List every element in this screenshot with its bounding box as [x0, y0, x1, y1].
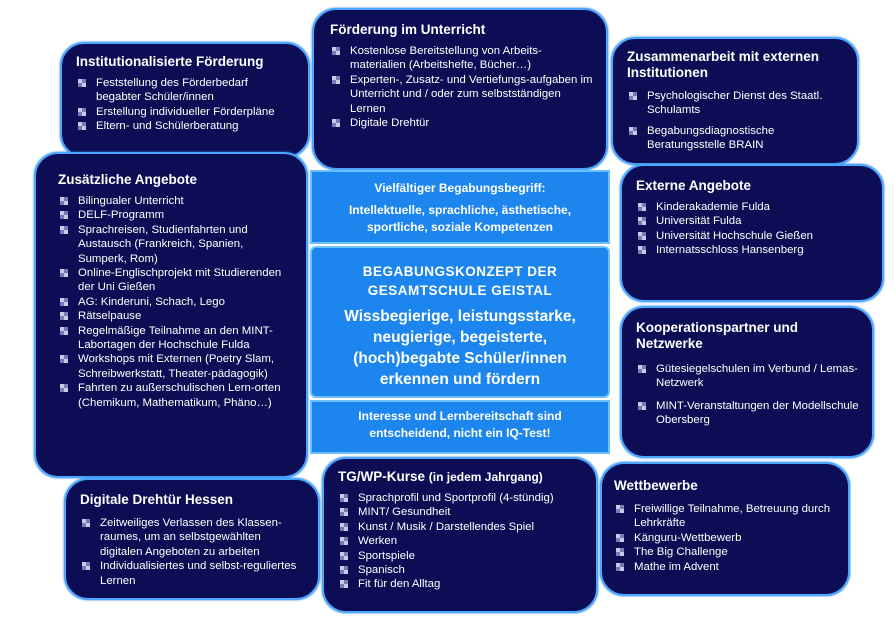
list-item: Gütesiegelschulen im Verbund / Lemas-Netzwerk [636, 362, 860, 391]
bullet-icon [638, 246, 646, 254]
bullet-icon [340, 494, 348, 502]
bullet-icon [332, 119, 340, 127]
list-item: Workshops mit Externen (Poetry Slam, Schreibwerkstatt, Theater-pädagogik) [58, 352, 294, 381]
list-item: Individualisiertes und selbst-reguliertes Lernen [80, 559, 306, 588]
bullet-icon [78, 79, 86, 87]
bullet-icon [638, 365, 646, 373]
box-title: Zusätzliche Angebote [58, 172, 198, 187]
list-item: MINT-Veranstaltungen der Modellschule Obersberg [636, 399, 860, 428]
begabungsbegriff-text: Intellektuelle, sprachliche, ästhetische, sportliche, soziale Kompetenzen [348, 203, 572, 234]
list-item: Känguru-Wettbewerb [614, 531, 836, 545]
bullet-icon [340, 508, 348, 516]
bullet-icon [82, 519, 90, 527]
bullet-icon [332, 76, 340, 84]
bullet-icon [78, 108, 86, 116]
box-title: Externe Angebote [636, 178, 752, 193]
bullet-icon [332, 47, 340, 55]
bullet-icon [60, 197, 68, 205]
list-item: Internatsschloss Hansenberg [636, 243, 870, 257]
bullet-icon [638, 203, 646, 211]
box-digitale-drehtuer-hessen [64, 478, 320, 600]
list-item: Online-Englischprojekt mit Studierenden der Uni Gießen [58, 266, 294, 295]
box-title: Förderung im Unterricht [330, 22, 486, 37]
list-item: Erstellung individueller Förderpläne [76, 105, 296, 119]
box-kooperationspartner [620, 306, 874, 458]
center-begabungsbegriff [310, 170, 610, 244]
box-zusaetzliche-angebote [34, 152, 308, 478]
bullet-icon [60, 355, 68, 363]
box-title: Zusammenarbeit mit externen Institutionen [627, 49, 820, 80]
interesse-text: Interesse und Lernbereitschaft sind entscheidend, nicht ein IQ-Test! [358, 409, 562, 440]
list-item: Mathe im Advent [614, 560, 836, 574]
konzept-body: Wissbegierige, leistungsstarke, neugierige, begeisterte, (hoch)begabte Schüler/innen erkennen und fördern [344, 308, 576, 388]
bullet-icon [340, 537, 348, 545]
list-item: MINT/ Gesundheit [338, 505, 586, 519]
bullet-icon [82, 562, 90, 570]
list-item: Digitale Drehtür [330, 116, 594, 130]
center-begabungskonzept [310, 246, 610, 398]
list-item: The Big Challenge [614, 545, 836, 559]
bullet-icon [60, 312, 68, 320]
list-item: AG: Kinderuni, Schach, Lego [58, 295, 294, 309]
bullet-icon [60, 226, 68, 234]
box-zusammenarbeit-externe-institutionen [611, 37, 859, 165]
list-item: Experten-, Zusatz- und Vertiefungs-aufgaben im Unterricht und / oder zum selbstständigen Lernen [330, 73, 594, 116]
box-title: Digitale Drehtür Hessen [80, 492, 234, 507]
list-item: Spanisch [338, 563, 586, 577]
list-item: Zeitweiliges Verlassen des Klassen-raumes, um an selbstgewählten digitalen Angeboten zu arbeiten [80, 516, 306, 559]
bullet-icon [60, 298, 68, 306]
box-title: Kooperationspartner und Netzwerke [636, 320, 799, 351]
bullet-icon [60, 384, 68, 392]
list-item: Freiwillige Teilnahme, Betreuung durch Lehrkräfte [614, 502, 836, 531]
list-item: Begabungsdiagnostische Beratungsstelle BRAIN [627, 124, 843, 153]
bullet-icon [638, 232, 646, 240]
list-item: Eltern- und Schülerberatung [76, 119, 296, 133]
bullet-icon [340, 580, 348, 588]
list-item: Universität Fulda [636, 214, 870, 228]
bullet-icon [60, 327, 68, 335]
center-interesse [310, 400, 610, 454]
bullet-icon [638, 217, 646, 225]
begabungsbegriff-heading: Vielfältiger Begabungsbegriff: [374, 181, 546, 195]
box-tg-wp-kurse [322, 457, 598, 613]
bullet-icon [629, 127, 637, 135]
bullet-icon [60, 269, 68, 277]
bullet-icon [616, 548, 624, 556]
list-item: Universität Hochschule Gießen [636, 229, 870, 243]
list-item: Rätselpause [58, 309, 294, 323]
box-title: TG/WP-Kurse (in jedem Jahrgang) [338, 469, 543, 484]
list-item: Regelmäßige Teilnahme an den MINT-Labortagen der Hochschule Fulda [58, 324, 294, 353]
bullet-icon [616, 505, 624, 513]
bullet-icon [340, 523, 348, 531]
list-item: Kinderakademie Fulda [636, 200, 870, 214]
list-item: Psychologischer Dienst des Staatl. Schulamts [627, 89, 843, 118]
list-item: Kostenlose Bereitstellung von Arbeits-materialien (Arbeitshefte, Bücher…) [330, 44, 594, 73]
bullet-icon [340, 552, 348, 560]
bullet-icon [340, 566, 348, 574]
bullet-icon [60, 211, 68, 219]
list-item: Fit für den Alltag [338, 577, 586, 591]
list-item: Werken [338, 534, 586, 548]
box-wettbewerbe [600, 462, 850, 596]
box-foerderung-im-unterricht [312, 8, 608, 170]
list-item: Sprachreisen, Studienfahrten und Austausch (Frankreich, Spanien, Sumperk, Rom) [58, 223, 294, 266]
list-item: Sportspiele [338, 549, 586, 563]
list-item: Kunst / Musik / Darstellendes Spiel [338, 520, 586, 534]
bullet-icon [616, 563, 624, 571]
box-externe-angebote [620, 164, 884, 302]
bullet-icon [616, 534, 624, 542]
bullet-icon [629, 92, 637, 100]
list-item: Sprachprofil und Sportprofil (4-stündig) [338, 491, 586, 505]
bullet-icon [78, 122, 86, 130]
box-institutionalisierte-foerderung [60, 42, 310, 158]
box-title: Wettbewerbe [614, 478, 698, 493]
bullet-icon [638, 402, 646, 410]
list-item: Feststellung des Förderbedarf begabter Schüler/innen [76, 76, 296, 105]
list-item: Bilingualer Unterricht [58, 194, 294, 208]
list-item: DELF-Programm [58, 208, 294, 222]
box-title: Institutionalisierte Förderung [76, 54, 264, 69]
list-item: Fahrten zu außerschulischen Lern-orten (Chemikum, Mathematikum, Phäno…) [58, 381, 294, 410]
konzept-title: BEGABUNGSKONZEPT DER GESAMTSCHULE GEISTAL [362, 264, 558, 298]
